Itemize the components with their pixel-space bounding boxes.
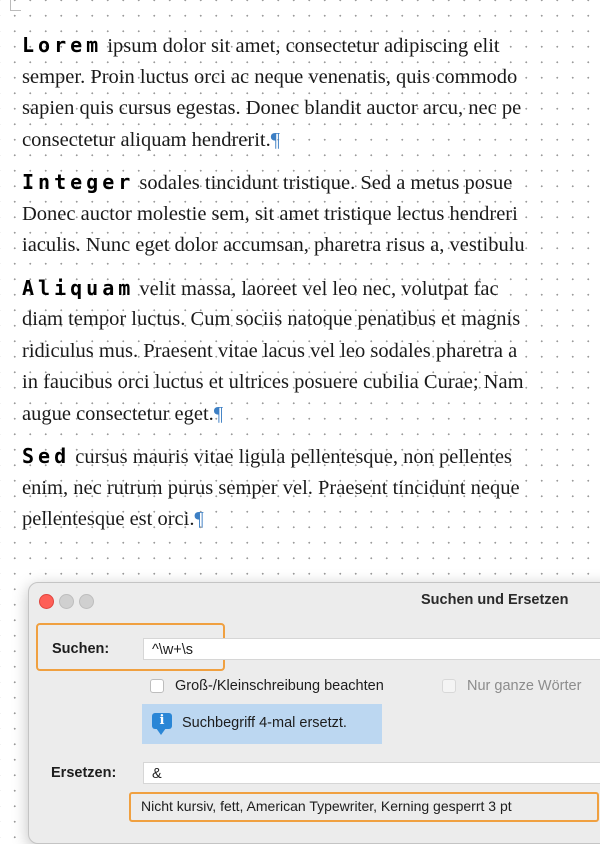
first-word: Aliquam (22, 275, 135, 300)
minimize-window-icon[interactable] (59, 594, 74, 609)
search-label: Suchen: (52, 641, 110, 657)
first-word: Integer (22, 170, 135, 194)
replace-format-field[interactable] (129, 792, 599, 822)
replace-format-text: Nicht kursiv, fett, American Typewriter, Kerning gesperrt 3 pt (141, 798, 512, 814)
whole-words-label[interactable]: Nur ganze Wörter (467, 678, 582, 694)
first-word: Lorem (22, 33, 103, 57)
paragraph-line (22, 504, 600, 536)
info-icon-glyph: i (159, 713, 165, 728)
line-text: sapien quis cursus egestas. Donec blandit auctor arcu, nec pe (22, 97, 522, 119)
paragraph-line (22, 473, 600, 505)
line-text: velit massa, laoreet vel leo nec, volutpat fac (134, 277, 499, 300)
find-replace-dialog (28, 582, 600, 844)
pilcrow-mark: ¶ (213, 402, 224, 425)
dialog-titlebar[interactable] (29, 583, 600, 617)
paragraph-2 (22, 167, 600, 262)
search-input[interactable] (143, 638, 600, 660)
paragraph-3 (22, 273, 600, 431)
line-text: cursus mauris vitae ligula pellentesque, non pellentes (70, 446, 512, 468)
paragraph-line (22, 62, 600, 94)
paragraph-line (22, 230, 600, 262)
line-text: ridiculus mus. Praesent vitae lacus vel leo sodales pharetra a (22, 339, 518, 362)
paragraph-line (22, 273, 600, 305)
info-icon (152, 713, 172, 729)
line-text: ipsum dolor sit amet, consectetur adipiscing elit (102, 35, 500, 57)
pilcrow-mark: ¶ (194, 508, 204, 530)
paragraph-line (22, 167, 600, 199)
paragraph-1 (22, 30, 600, 156)
zoom-window-icon[interactable] (79, 594, 94, 609)
paragraph-line (22, 125, 600, 157)
info-message: Suchbegriff 4-mal ersetzt. (182, 715, 347, 731)
paragraph-line (22, 304, 600, 336)
line-text: diam tempor luctus. Cum sociis natoque penatibus et magnis (22, 308, 521, 330)
line-text: consectetur aliquam hendrerit. (22, 128, 271, 151)
paragraph-line (22, 336, 600, 368)
first-word: Sed (22, 444, 71, 468)
line-text: enim, nec rutrum purus semper vel. Praesent tincidunt neque (22, 476, 520, 499)
match-case-checkbox[interactable] (150, 679, 164, 693)
pilcrow-mark: ¶ (270, 128, 281, 151)
replace-input[interactable] (143, 762, 600, 784)
info-banner (142, 704, 382, 744)
replace-input-value: & (152, 766, 162, 782)
line-text: in faucibus orci luctus et ultrices posuere cubilia Curae; Nam (22, 371, 524, 393)
line-text: iaculis. Nunc eget dolor accumsan, pharetra risus a, vestibulu (22, 234, 525, 256)
paragraph-line (22, 367, 600, 399)
document-body[interactable] (22, 30, 600, 547)
line-text: semper. Proin luctus orci ac neque venenatis, quis commodo (22, 65, 518, 88)
whole-words-checkbox[interactable] (442, 679, 456, 693)
close-window-icon[interactable] (39, 594, 54, 609)
line-text: Donec auctor molestie sem, sit amet tristique lectus hendreri (22, 202, 518, 225)
line-text: sodales tincidunt tristique. Sed a metus posue (134, 172, 513, 194)
paragraph-line (22, 399, 600, 431)
paragraph-line (22, 199, 600, 231)
dialog-title: Suchen und Ersetzen (421, 592, 569, 608)
paragraph-line (22, 93, 600, 125)
paragraph-line (22, 441, 600, 473)
line-text: augue consectetur eget. (22, 402, 214, 425)
page-corner-mark (10, 0, 21, 11)
paragraph-line (22, 30, 600, 62)
replace-label: Ersetzen: (51, 765, 117, 781)
search-input-value: ^\w+\s (152, 642, 194, 658)
match-case-label[interactable]: Groß-/Kleinschreibung beachten (175, 678, 384, 694)
paragraph-4 (22, 441, 600, 536)
line-text: pellentesque est orci. (22, 508, 195, 530)
